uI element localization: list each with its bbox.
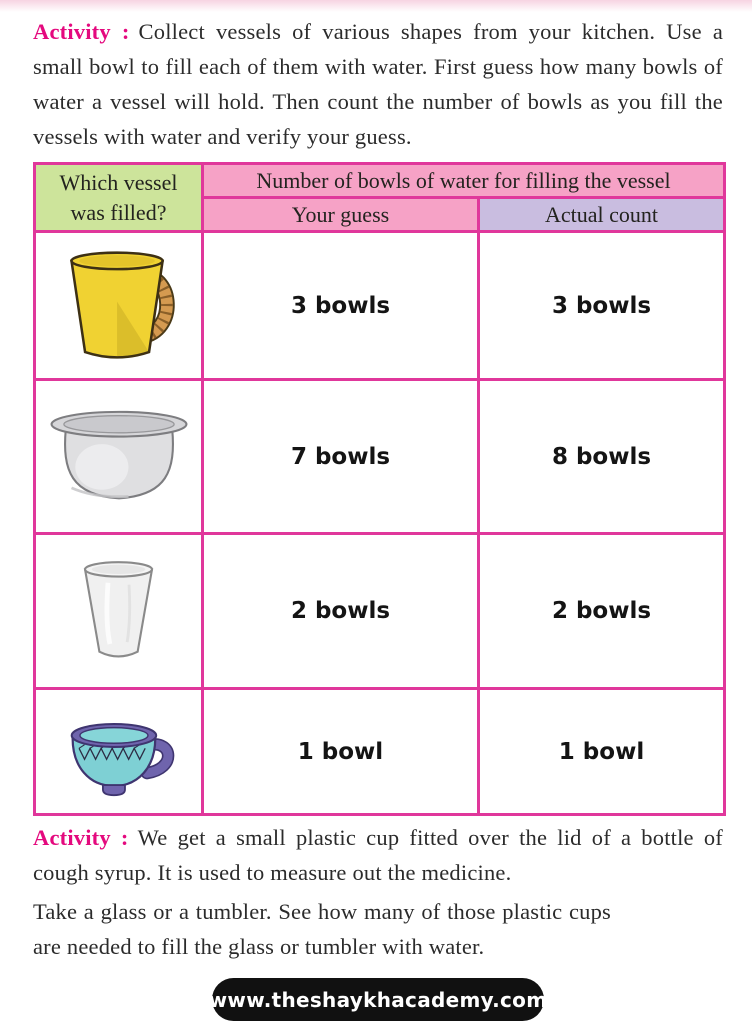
teacup-icon [36, 706, 201, 798]
guess-cell: 2 bowls [203, 534, 479, 689]
header-which-vessel: Which vessel was filled? [35, 164, 203, 232]
intro-paragraph [33, 14, 723, 154]
yellow-mug-icon [36, 245, 201, 367]
activity-label: Activity : [33, 19, 130, 44]
vessel-table [33, 162, 726, 816]
table-row [35, 380, 725, 534]
header-actual-count: Actual count [479, 198, 725, 232]
footer-badge [208, 978, 548, 1021]
glass-tumbler-icon [36, 556, 201, 666]
actual-cell: 3 bowls [479, 232, 725, 380]
vessel-cell [35, 232, 203, 380]
table-row [35, 689, 725, 815]
vessel-cell [35, 689, 203, 815]
actual-cell: 1 bowl [479, 689, 725, 815]
take-paragraph: Take a glass or a tumbler. See how many of those plastic cups are needed to fill the glass or tumbler with water. [33, 899, 611, 959]
steel-pot-icon [36, 401, 201, 513]
activity-label: Activity : [33, 825, 129, 850]
header-your-guess: Your guess [203, 198, 479, 232]
guess-cell: 7 bowls [203, 380, 479, 534]
activity2-paragraph [33, 820, 723, 890]
table-row [35, 232, 725, 380]
actual-cell: 2 bowls [479, 534, 725, 689]
guess-cell: 1 bowl [203, 689, 479, 815]
vessel-cell [35, 534, 203, 689]
guess-cell: 3 bowls [203, 232, 479, 380]
header-number-of-bowls: Number of bowls of water for filling the vessel [203, 164, 725, 198]
page-top-tint [0, 0, 752, 12]
table-row [35, 534, 725, 689]
vessel-cell [35, 380, 203, 534]
activity2-text: We get a small plastic cup fitted over the lid of a bottle of cough syrup. It is used to measure out the medicine. [33, 825, 723, 885]
intro-text: Collect vessels of various shapes from your kitchen. Use a small bowl to fill each of them with water. First guess how many bowls of water a vessel will hold. Then count the number of bowls as you fill the vessels with water and verify your guess. [33, 19, 724, 149]
actual-cell: 8 bowls [479, 380, 725, 534]
footer-url: www.theshaykhacademy.com [208, 987, 548, 1012]
